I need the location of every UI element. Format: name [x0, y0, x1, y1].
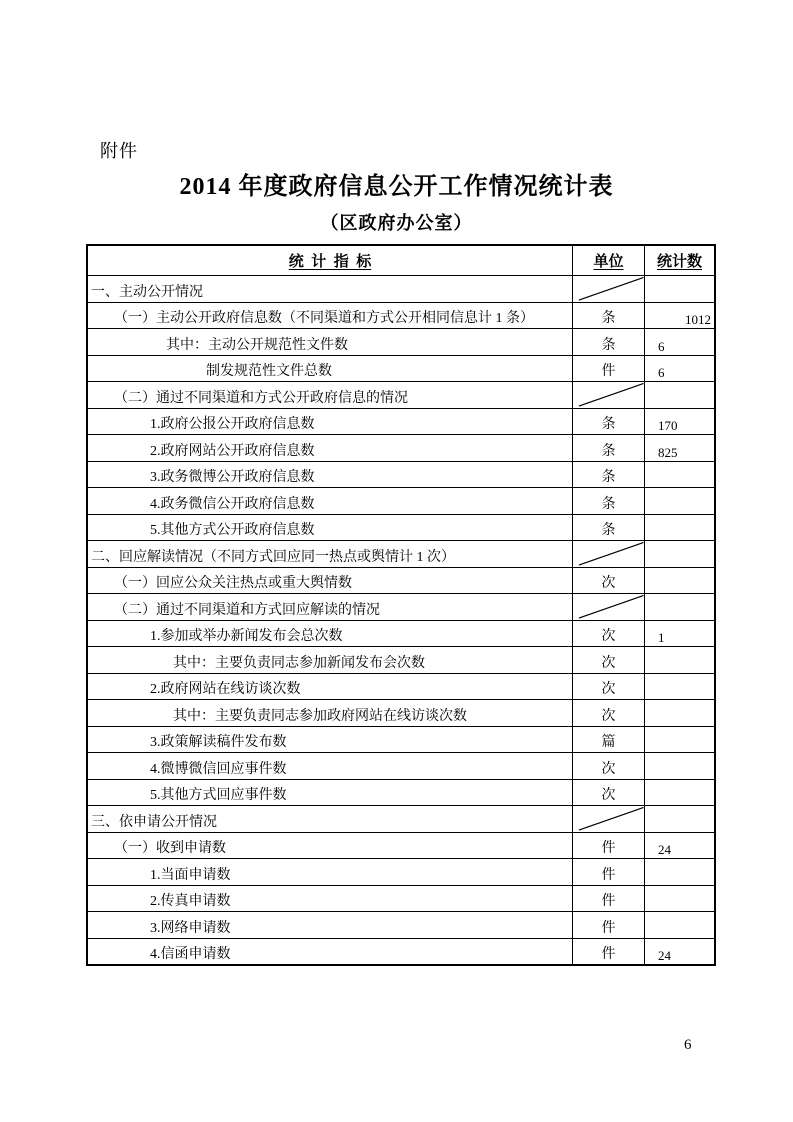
table-row — [88, 621, 714, 648]
value-cell — [645, 621, 714, 647]
table-body — [88, 276, 714, 964]
indicator-cell — [88, 462, 573, 488]
value-cell — [645, 674, 714, 700]
indicator-text: 5.其他方式回应事件数 — [150, 788, 287, 803]
value-cell — [645, 753, 714, 779]
unit-text: 条 — [601, 470, 616, 485]
unit-cell — [573, 833, 645, 859]
table-row — [88, 780, 714, 807]
col-header-unit-text: 单位 — [593, 254, 624, 270]
indicator-text: 2.传真申请数 — [150, 894, 231, 909]
table-row — [88, 727, 714, 754]
indicator-text: 3.网络申请数 — [150, 920, 231, 936]
indicator-text: 4.微博微信回应事件数 — [150, 761, 287, 777]
indicator-text: 其中：主要负责同志参加政府网站在线访谈次数 — [173, 708, 467, 724]
table-row — [88, 647, 714, 674]
unit-cell — [573, 303, 645, 329]
indicator-text: 4.信函申请数 — [150, 947, 231, 962]
indicator-cell — [88, 700, 573, 726]
value-cell — [645, 409, 714, 435]
indicator-cell — [88, 753, 573, 779]
indicator-text: 4.政务微信公开政府信息数 — [150, 496, 315, 512]
table-row — [88, 939, 714, 965]
indicator-cell — [88, 541, 573, 567]
unit-cell — [573, 859, 645, 885]
page-title: 2014 年度政府信息公开工作情况统计表 — [179, 174, 614, 200]
statistics-table — [86, 244, 716, 966]
unit-text: 件 — [601, 841, 616, 856]
unit-text: 件 — [601, 894, 616, 909]
value-cell — [645, 488, 714, 514]
indicator-cell — [88, 621, 573, 647]
indicator-cell — [88, 886, 573, 912]
unit-text: 次 — [601, 576, 616, 591]
indicator-cell — [88, 329, 573, 355]
diagonal-slash-icon — [573, 276, 644, 302]
table-row — [88, 462, 714, 489]
unit-text: 条 — [601, 311, 616, 326]
unit-text: 条 — [601, 496, 616, 512]
value-cell — [645, 912, 714, 938]
table-row — [88, 833, 714, 860]
value-cell — [645, 859, 714, 885]
table-header-row — [88, 246, 714, 276]
indicator-cell — [88, 647, 573, 673]
indicator-text: 其中：主要负责同志参加新闻发布会次数 — [173, 655, 425, 671]
unit-cell — [573, 912, 645, 938]
table-row — [88, 409, 714, 436]
table-row — [88, 568, 714, 595]
value-cell — [645, 700, 714, 726]
value-cell — [645, 356, 714, 382]
table-row — [88, 303, 714, 330]
attachment-label: 附件 — [100, 141, 138, 161]
indicator-cell — [88, 594, 573, 620]
col-header-count-text: 统计数 — [656, 254, 702, 270]
indicator-cell — [88, 727, 573, 753]
unit-cell — [573, 515, 645, 541]
value-text: 1012 — [685, 312, 711, 327]
col-header-indicator-text: 统 计 指 标 — [288, 254, 372, 270]
unit-cell — [573, 276, 645, 302]
value-text: 6 — [658, 365, 665, 380]
indicator-text: 2.政府网站在线访谈次数 — [150, 682, 301, 697]
unit-cell — [573, 488, 645, 514]
unit-cell — [573, 780, 645, 806]
unit-cell — [573, 541, 645, 567]
value-cell — [645, 647, 714, 673]
value-cell — [645, 435, 714, 461]
diagonal-slash-icon — [573, 541, 644, 567]
table-row — [88, 886, 714, 913]
col-header-indicator — [88, 246, 573, 275]
indicator-text: 一、主动公开情况 — [91, 284, 203, 300]
value-cell — [645, 833, 714, 859]
indicator-cell — [88, 409, 573, 435]
col-header-count — [645, 246, 714, 275]
indicator-text: （一）收到申请数 — [114, 841, 226, 856]
table-row — [88, 435, 714, 462]
indicator-text: 5.其他方式公开政府信息数 — [150, 523, 315, 538]
indicator-text: 3.政策解读稿件发布数 — [150, 735, 287, 750]
unit-cell — [573, 409, 645, 435]
unit-cell — [573, 700, 645, 726]
unit-text: 件 — [601, 920, 616, 936]
unit-text: 次 — [601, 761, 616, 777]
indicator-text: 2.政府网站公开政府信息数 — [150, 443, 315, 459]
unit-text: 件 — [601, 947, 616, 962]
value-cell — [645, 276, 714, 302]
unit-cell — [573, 435, 645, 461]
diagonal-slash-icon — [573, 594, 644, 620]
unit-cell — [573, 886, 645, 912]
unit-text: 件 — [601, 867, 616, 883]
unit-cell — [573, 356, 645, 382]
value-text: 24 — [658, 842, 671, 857]
unit-text: 条 — [601, 417, 616, 432]
indicator-text: （一）回应公众关注热点或重大舆情数 — [114, 576, 352, 591]
indicator-text: 其中：主动公开规范性文件数 — [166, 337, 348, 353]
unit-text: 次 — [601, 708, 616, 724]
indicator-text: （二）通过不同渠道和方式公开政府信息的情况 — [114, 390, 408, 406]
value-cell — [645, 568, 714, 594]
unit-cell — [573, 568, 645, 594]
table-row — [88, 488, 714, 515]
unit-cell — [573, 462, 645, 488]
unit-cell — [573, 647, 645, 673]
value-cell — [645, 329, 714, 355]
value-cell — [645, 806, 714, 832]
value-cell — [645, 727, 714, 753]
indicator-cell — [88, 382, 573, 408]
page-subtitle: （区政府办公室） — [320, 213, 473, 233]
indicator-cell — [88, 833, 573, 859]
diagonal-slash-icon — [573, 806, 644, 832]
indicator-cell — [88, 276, 573, 302]
unit-text: 次 — [601, 682, 616, 697]
indicator-cell — [88, 515, 573, 541]
indicator-text: 1.当面申请数 — [150, 867, 231, 883]
indicator-cell — [88, 356, 573, 382]
value-cell — [645, 541, 714, 567]
unit-cell — [573, 727, 645, 753]
unit-cell — [573, 753, 645, 779]
table-row — [88, 806, 714, 833]
unit-text: 条 — [601, 523, 616, 538]
indicator-text: 二、回应解读情况（不同方式回应同一热点或舆情计 1 次） — [91, 549, 455, 565]
table-row — [88, 700, 714, 727]
diagonal-slash-icon — [573, 382, 644, 408]
indicator-cell — [88, 859, 573, 885]
value-text: 24 — [658, 948, 671, 963]
indicator-cell — [88, 435, 573, 461]
table-row — [88, 594, 714, 621]
table-row — [88, 859, 714, 886]
indicator-text: 1.参加或举办新闻发布会总次数 — [150, 629, 343, 644]
unit-text: 次 — [601, 655, 616, 671]
table-row — [88, 276, 714, 303]
unit-text: 条 — [601, 443, 616, 459]
indicator-cell — [88, 303, 573, 329]
table-row — [88, 329, 714, 356]
table-row — [88, 753, 714, 780]
indicator-text: （一）主动公开政府信息数（不同渠道和方式公开相同信息计 1 条） — [114, 311, 534, 326]
unit-cell — [573, 621, 645, 647]
indicator-text: 三、依申请公开情况 — [91, 814, 217, 830]
indicator-text: 3.政务微博公开政府信息数 — [150, 470, 315, 485]
value-text: 825 — [658, 444, 678, 460]
unit-text: 条 — [601, 337, 616, 353]
table-row — [88, 382, 714, 409]
table-row — [88, 515, 714, 542]
indicator-cell — [88, 939, 573, 965]
value-cell — [645, 594, 714, 620]
page-number: 6 — [684, 1037, 692, 1053]
value-cell — [645, 382, 714, 408]
value-cell — [645, 886, 714, 912]
unit-cell — [573, 594, 645, 620]
indicator-cell — [88, 488, 573, 514]
value-text: 170 — [658, 418, 678, 433]
table-row — [88, 674, 714, 701]
value-cell — [645, 939, 714, 965]
unit-text: 篇 — [601, 735, 616, 750]
value-text: 1 — [658, 630, 665, 645]
value-cell — [645, 515, 714, 541]
value-cell — [645, 780, 714, 806]
unit-text: 件 — [601, 364, 616, 379]
unit-cell — [573, 806, 645, 832]
table-row — [88, 356, 714, 383]
indicator-text: 1.政府公报公开政府信息数 — [150, 417, 315, 432]
unit-cell — [573, 382, 645, 408]
unit-cell — [573, 939, 645, 965]
unit-cell — [573, 329, 645, 355]
unit-cell — [573, 674, 645, 700]
value-cell — [645, 462, 714, 488]
indicator-text: 制发规范性文件总数 — [206, 364, 332, 379]
indicator-cell — [88, 912, 573, 938]
indicator-cell — [88, 780, 573, 806]
col-header-unit — [573, 246, 645, 275]
table-row — [88, 541, 714, 568]
value-cell — [645, 303, 714, 329]
unit-text: 次 — [601, 629, 616, 644]
table-row — [88, 912, 714, 939]
unit-text: 次 — [601, 788, 616, 803]
indicator-cell — [88, 806, 573, 832]
indicator-cell — [88, 674, 573, 700]
indicator-cell — [88, 568, 573, 594]
indicator-text: （二）通过不同渠道和方式回应解读的情况 — [114, 602, 380, 618]
value-text: 6 — [658, 338, 665, 354]
